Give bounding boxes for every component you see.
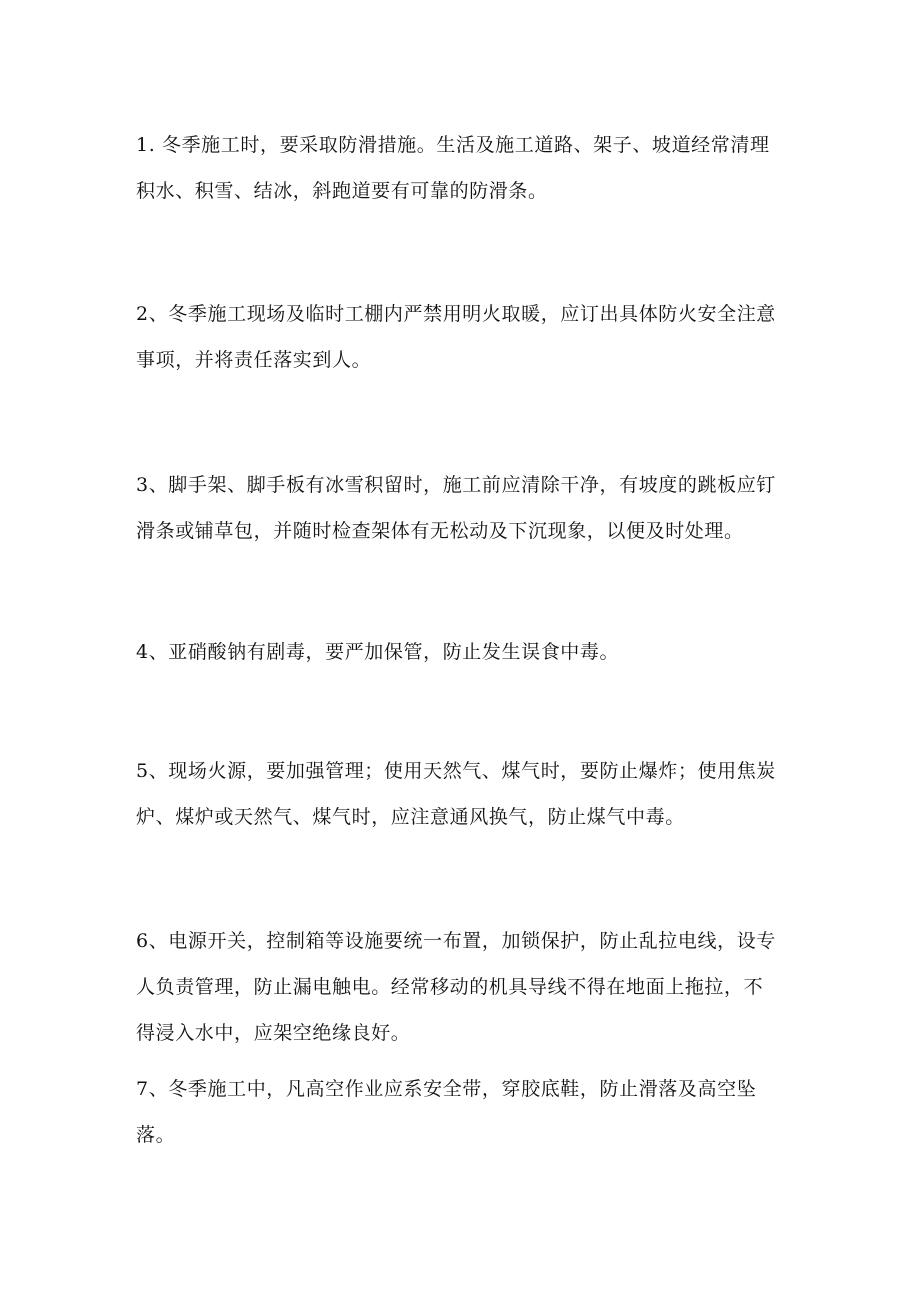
paragraph-line: 事项，并将责任落实到人。 (136, 349, 372, 371)
paragraph-line: 4、亚硝酸钠有剧毒，要严加保管，防止发生误食中毒。 (136, 641, 620, 663)
paragraph-6 (136, 918, 796, 1056)
paragraph-line: 3、脚手架、脚手板有冰雪积留时，施工前应清除干净，有坡度的跳板应钉 (136, 474, 776, 496)
paragraph-line: 积水、积雪、结冰，斜跑道要有可靠的防滑条。 (136, 180, 548, 202)
paragraph-line: 2、冬季施工现场及临时工棚内严禁用明火取暖，应订出具体防火安全注意 (136, 303, 776, 325)
paragraph-1 (136, 122, 796, 214)
paragraph-line: 6、电源开关，控制箱等设施要统一布置，加锁保护，防止乱拉电线，设专 (136, 930, 776, 952)
paragraph-line: 7、冬季施工中，凡高空作业应系安全带，穿胶底鞋，防止滑落及高空坠 (136, 1078, 757, 1100)
paragraph-4 (136, 629, 796, 675)
paragraph-line: 炉、煤炉或天然气、煤气时，应注意通风换气，防止煤气中毒。 (136, 806, 685, 828)
paragraph-line: 人负责管理，防止漏电触电。经常移动的机具导线不得在地面上拖拉，不 (136, 976, 764, 998)
paragraph-line: 落。 (136, 1124, 176, 1146)
paragraph-7 (136, 1066, 796, 1158)
paragraph-line: 5、现场火源，要加强管理；使用天然气、煤气时，要防止爆炸；使用焦炭 (136, 760, 776, 782)
paragraph-5 (136, 748, 796, 840)
paragraph-2 (136, 291, 796, 383)
paragraph-line: 1. 冬季施工时，要采取防滑措施。生活及施工道路、架子、坡道经常清理 (136, 134, 770, 156)
paragraph-3 (136, 462, 796, 554)
paragraph-line: 得浸入水中，应架空绝缘良好。 (136, 1022, 411, 1044)
paragraph-line: 滑条或铺草包，并随时检查架体有无松动及下沉现象，以便及时处理。 (136, 520, 744, 542)
